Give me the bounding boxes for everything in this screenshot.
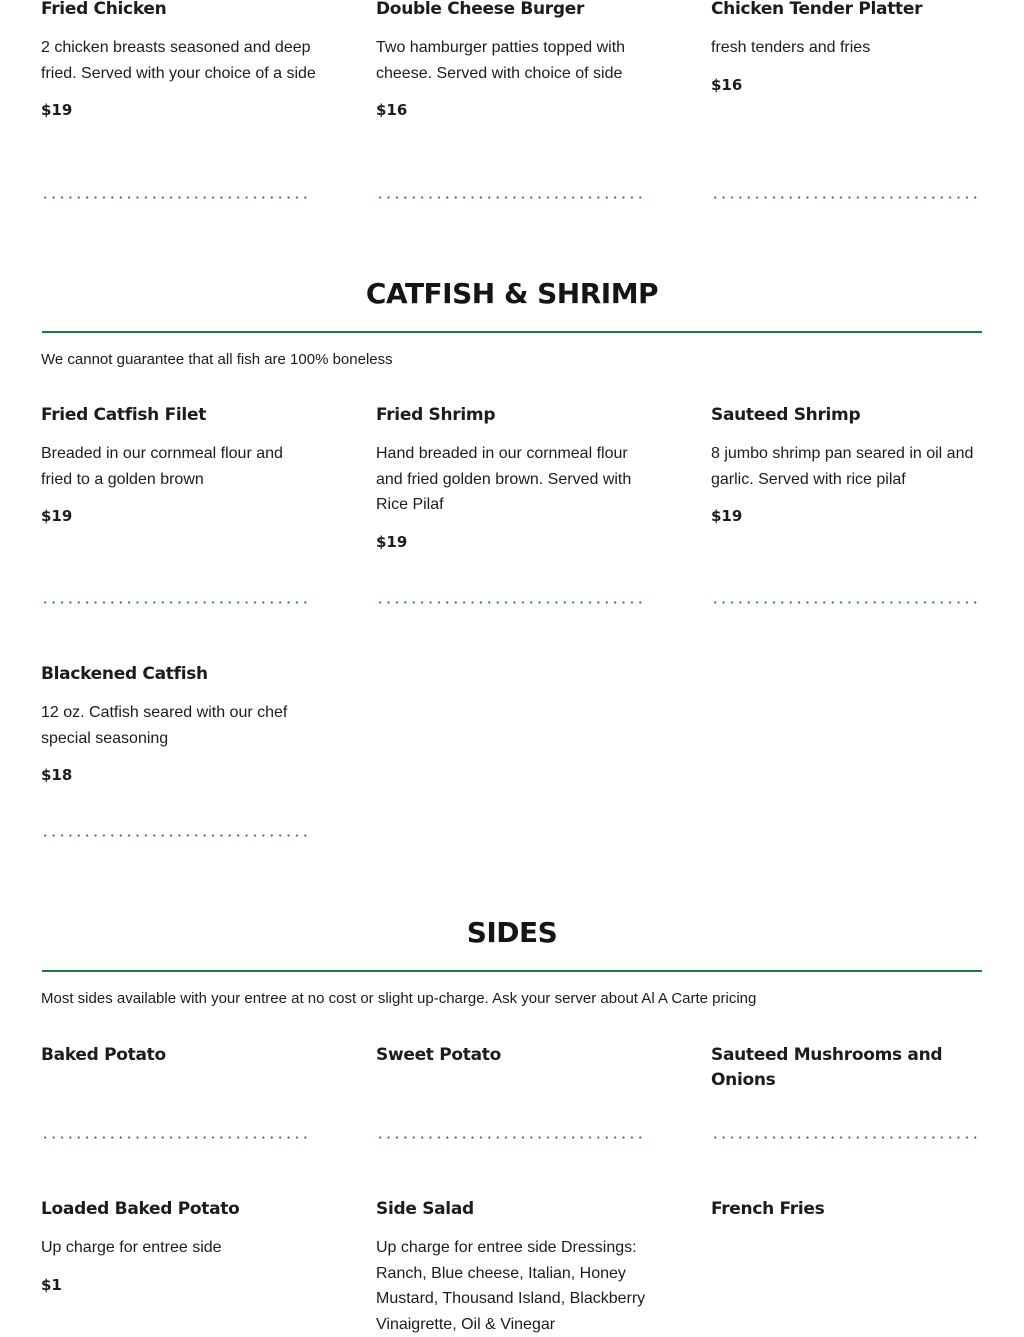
item-name: Sauteed Mushrooms and Onions: [711, 1045, 943, 1090]
item-description: Two hamburger patties topped with cheese. Served with choice of side: [376, 39, 626, 82]
dotted-divider: [711, 1136, 981, 1140]
menu-item[interactable]: [41, 1043, 316, 1068]
section-divider: [42, 970, 982, 972]
item-name: Sauteed Shrimp: [711, 405, 861, 425]
item-price: $16: [376, 101, 408, 119]
item-price: $19: [711, 507, 743, 525]
item-name: Blackened Catfish: [41, 664, 208, 684]
dotted-divider: [711, 601, 981, 605]
item-description: 12 oz. Catfish seared with our chef special seasoning: [41, 704, 288, 747]
item-price: $1: [41, 1275, 62, 1294]
item-description: Hand breaded in our cornmeal flour and fried golden brown. Served with Rice Pilaf: [376, 445, 632, 513]
dotted-divider: [41, 834, 311, 838]
item-name: Chicken Tender Platter: [711, 0, 923, 19]
dotted-divider: [41, 196, 311, 200]
item-description: Up charge for entree side Dressings: Ranch, Blue cheese, Italian, Honey Mustard, Thousand Island, Blackberry Vinaigrette, Oil & Vinegar: [376, 1239, 646, 1333]
dotted-divider: [376, 196, 646, 200]
menu-item[interactable]: [41, 403, 316, 526]
dotted-divider: [376, 601, 646, 605]
item-price: $19: [41, 507, 73, 525]
dotted-divider: [711, 196, 981, 200]
section-title-catfish-shrimp: CATFISH & SHRIMP: [365, 277, 659, 310]
section-note: We cannot guarantee that all fish are 100% boneless: [41, 351, 393, 368]
item-description: Up charge for entree side: [41, 1239, 222, 1256]
item-price: $16: [711, 75, 743, 94]
item-name: Fried Chicken: [41, 0, 167, 19]
item-name: Sweet Potato: [376, 1045, 501, 1065]
menu-item[interactable]: [376, 1197, 651, 1337]
dotted-divider: [41, 1136, 311, 1140]
item-name: Double Cheese Burger: [376, 0, 585, 19]
menu-item[interactable]: [41, 0, 316, 120]
item-description: 2 chicken breasts seasoned and deep fried. Served with your choice of a side: [41, 39, 316, 82]
menu-item[interactable]: [376, 0, 651, 120]
item-name: Baked Potato: [41, 1045, 166, 1065]
menu-item[interactable]: [376, 1043, 651, 1068]
item-price: $19: [41, 101, 73, 119]
item-description: Breaded in our cornmeal flour and fried to a golden brown: [41, 445, 283, 488]
section-divider: [42, 331, 982, 333]
item-name: Fried Shrimp: [376, 405, 496, 425]
section-note: Most sides available with your entree at no cost or slight up-charge. Ask your server about Al A Carte pricing: [41, 990, 757, 1007]
menu-item[interactable]: [41, 1197, 316, 1295]
item-description: 8 jumbo shrimp pan seared in oil and garlic. Served with rice pilaf: [711, 445, 974, 488]
item-name: Loaded Baked Potato: [41, 1199, 240, 1219]
menu-item[interactable]: [711, 1043, 986, 1093]
menu-item[interactable]: [376, 403, 651, 552]
item-name: Side Salad: [376, 1199, 474, 1219]
menu-item[interactable]: [711, 0, 986, 95]
item-name: French Fries: [711, 1199, 825, 1219]
item-description: fresh tenders and fries: [711, 39, 871, 56]
menu-item[interactable]: [711, 1197, 986, 1222]
menu-item[interactable]: [41, 662, 316, 785]
menu-item[interactable]: [711, 403, 986, 526]
dotted-divider: [41, 601, 311, 605]
item-name: Fried Catfish Filet: [41, 405, 207, 425]
section-title-sides: SIDES: [466, 916, 558, 949]
item-price: $19: [376, 532, 408, 551]
item-price: $18: [41, 766, 73, 784]
dotted-divider: [376, 1136, 646, 1140]
